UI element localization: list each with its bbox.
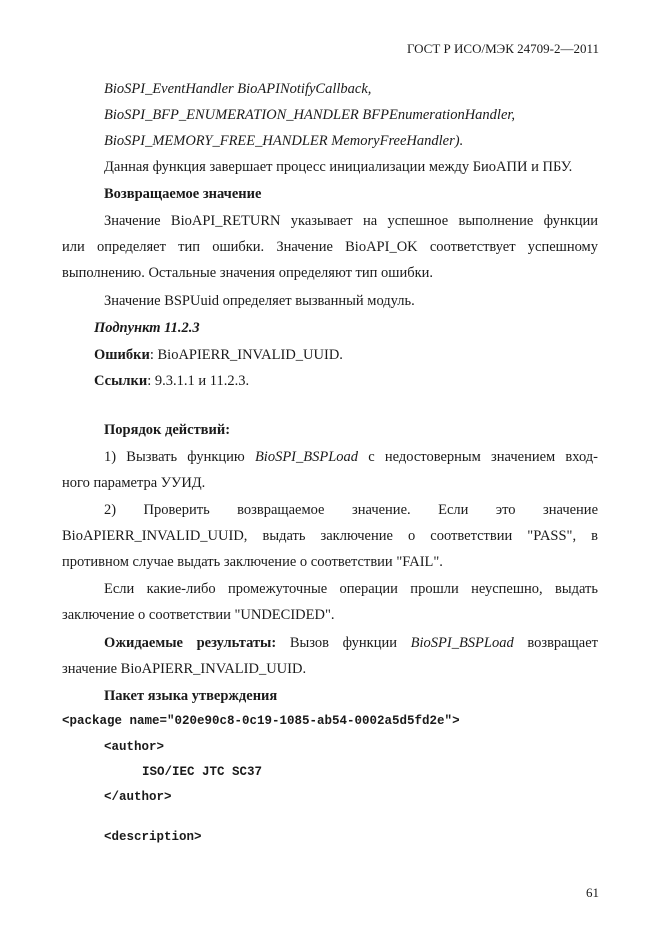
references-line: [94, 372, 249, 390]
expected-text-b: возвращает: [513, 635, 598, 651]
errors-line: [94, 346, 343, 364]
references-label: Ссылки: [94, 373, 148, 389]
expected-text-a: Вызов функции: [276, 635, 411, 651]
step-2-line-2: BioAPIERR_INVALID_UUID, выдать заключение о соответствии "PASS", в: [62, 528, 598, 544]
document-header: ГОСТ Р ИСО/МЭК 24709-2—2011: [406, 41, 599, 56]
step-1-text-a: 1) Вызвать функцию: [104, 449, 255, 465]
errors-label: Ошибки: [94, 347, 150, 363]
code-author-open: <author>: [104, 740, 165, 754]
step-1-line-2: ного параметра УУИД.: [62, 475, 206, 491]
assertion-language-heading: Пакет языка утверждения: [104, 688, 278, 704]
fail-line-2: заключение о соответствии "UNDECIDED".: [62, 607, 335, 623]
code-author-value: ISO/IEC JTC SC37: [142, 765, 263, 779]
intro-paragraph: Данная функция завершает процесс инициализации между БиоАПИ и ПБУ.: [104, 159, 573, 175]
step-1-text-b: с недостоверным значением вход-: [358, 449, 599, 465]
callback-line-1: BioSPI_EventHandler BioAPINotifyCallback,: [104, 81, 372, 97]
expected-results-line-2: значение BioAPIERR_INVALID_UUID.: [62, 661, 307, 677]
references-value: : 9.3.1.1 и 11.2.3.: [147, 373, 250, 389]
return-value-heading: Возвращаемое значение: [104, 186, 262, 202]
expected-results-label: Ожидаемые результаты:: [104, 635, 277, 651]
expected-results-line-1: [104, 634, 598, 652]
step-2-line-3: противном случае выдать заключение о соответствии "FAIL".: [62, 554, 443, 570]
errors-value: : BioAPIERR_INVALID_UUID.: [149, 347, 343, 363]
procedure-heading: Порядок действий:: [104, 422, 231, 438]
return-line-2: или определяет тип ошибки. Значение BioAPI_OK соответствует успешному: [62, 239, 598, 255]
code-package-line: <package name="020e90c8-0c19-1085-ab54-0002a5d5fd2e">: [62, 714, 460, 728]
step-1-line-1: [104, 448, 598, 466]
callback-line-2: BioSPI_BFP_ENUMERATION_HANDLER BFPEnumerationHandler,: [104, 107, 516, 123]
page-number: 61: [586, 885, 599, 900]
fail-line-1: Если какие-либо промежуточные операции прошли неуспешно, выдать: [104, 581, 598, 597]
step-1-function-name: BioSPI_BSPLoad: [254, 449, 359, 465]
code-author-close: </author>: [104, 790, 172, 804]
expected-function-name: BioSPI_BSPLoad: [410, 635, 514, 651]
return-line-3: выполнению. Остальные значения определяют тип ошибки.: [62, 265, 434, 281]
return-line-1: Значение BioAPI_RETURN указывает на успешное выполнение функции: [104, 213, 598, 229]
code-description-open: <description>: [104, 830, 202, 844]
subclause-heading: Подпункт 11.2.3: [94, 320, 200, 336]
callback-line-3: BioSPI_MEMORY_FREE_HANDLER MemoryFreeHandler).: [104, 133, 464, 149]
bspuuid-paragraph: Значение BSPUuid определяет вызванный модуль.: [104, 293, 415, 309]
step-2-line-1: 2) Проверить возвращаемое значение. Если это значение: [104, 502, 598, 518]
